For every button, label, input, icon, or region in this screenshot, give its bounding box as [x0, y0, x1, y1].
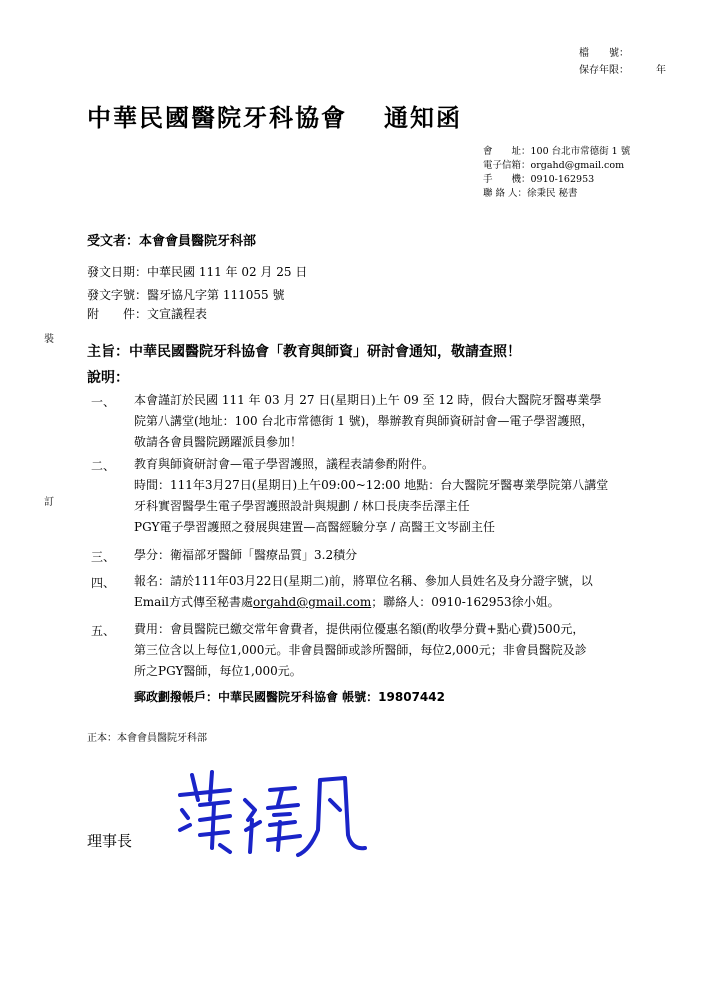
email-link[interactable]: orgahd@gmail.com [252, 595, 372, 609]
item-2-line-4: PGY電子學習護照之發展與建置—高醫經驗分享 / 高醫王文岑副主任 [134, 520, 496, 534]
item-2-line-2: 時間：111年3月27日(星期日)上午09:00~12:00 地點：台大醫院牙醫專業學院第八講堂 [134, 478, 609, 492]
item-4-number: 四、 [91, 576, 116, 590]
item-3-number: 三、 [91, 550, 116, 564]
item-2-text [134, 454, 634, 538]
contact-block [483, 145, 703, 201]
chairman-title: 理事長 [87, 832, 133, 850]
issue-date: 發文日期：中華民國 111 年 02 月 25 日 [87, 265, 308, 279]
explanation-label: 說明： [87, 370, 129, 386]
signature-name: 蔣維凡 [268, 858, 272, 859]
item-1-number: 一、 [91, 395, 116, 409]
item-2-line-1: 教育與師資研討會—電子學習護照，議程表請參酌附件。 [134, 457, 435, 471]
item-4-line-2 [134, 592, 634, 613]
item-1-line-3: 敬請各會員醫院踴躍派員參加！ [134, 435, 303, 449]
org-name: 中華民國醫院牙科協會 [87, 104, 347, 132]
contact-email: 電子信箱：orgahd@gmail.com [483, 160, 625, 171]
item-4-line-1: 報名：請於111年03月22日(星期二)前，將單位名稱、參加人員姓名及身分證字號，以 [134, 574, 593, 588]
contact-address: 會 址：100 台北市常德街 1 號 [483, 146, 631, 157]
margin-mark-staple: 訂 [44, 497, 54, 508]
doc-number: 發文字號：醫牙協凡字第 111055 號 [87, 288, 285, 302]
item-5-text [134, 619, 634, 682]
doc-type: 通知函 [384, 104, 462, 132]
item-1-line-1: 本會謹訂於民國 111 年 03 月 27 日(星期日)上午 09 至 12 時，假台大醫院牙醫專業學 [134, 393, 602, 407]
attachment: 附 件：文宣議程表 [87, 307, 208, 321]
contact-phone: 手 機：0910-162953 [483, 174, 595, 185]
item-5-line-2: 第三位含以上每位1,000元。非會員醫師或診所醫師，每位2,000元；非會員醫院及診 [134, 643, 587, 657]
handwritten-signature [170, 760, 370, 860]
item-2-number: 二、 [91, 459, 116, 473]
item-3-line-1: 學分：衛福部牙醫師「醫療品質」3.2積分 [134, 548, 358, 562]
retention-label: 保存年限： [579, 65, 629, 76]
cc-line: 正本：本會會員醫院牙科部 [87, 733, 207, 744]
item-5-line-3: 所之PGY醫師，每位1,000元。 [134, 664, 302, 678]
item-4-line-2-tail: ；聯絡人：0910-162953徐小姐。 [371, 595, 560, 609]
subject: 主旨：中華民國醫院牙科協會「教育與師資」研討會通知，敬請查照！ [87, 344, 521, 360]
retention-suffix: 年 [656, 65, 666, 76]
bank-account: 郵政劃撥帳戶：中華民國醫院牙科協會 帳號：19807442 [134, 690, 445, 704]
item-5-line-1: 費用：會員醫院已繳交常年會費者，提供兩位優惠名額(酌收學分費+點心費)500元， [134, 622, 585, 636]
recipient: 受文者：本會會員醫院牙科部 [87, 234, 257, 249]
item-4-text [134, 571, 634, 613]
contact-person: 聯 絡 人：徐秉民 秘書 [483, 188, 578, 199]
item-5-number: 五、 [91, 624, 116, 638]
item-2-line-3: 牙科實習醫學生電子學習護照設計與規劃 / 林口長庚李岳澤主任 [134, 499, 470, 513]
file-number-label: 檔 號： [579, 48, 629, 59]
item-4-line-2-lead: Email方式傳至秘書處 [134, 595, 253, 609]
item-3-text [134, 545, 634, 566]
item-1-line-2: 院第八講堂(地址：100 台北市常德街 1 號)，舉辦教育與師資研討會—電子學習護照， [134, 414, 594, 428]
margin-mark-bind: 裝 [44, 334, 54, 345]
item-1-text [134, 390, 634, 453]
